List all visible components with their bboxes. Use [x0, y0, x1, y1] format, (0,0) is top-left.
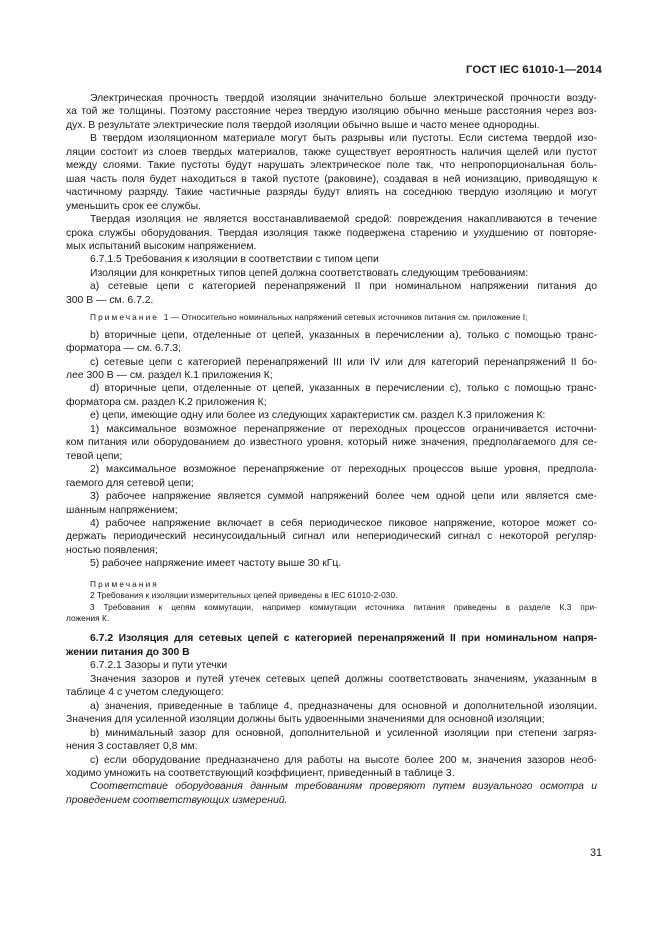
- note-1: [66, 312, 597, 323]
- document-body: [66, 92, 597, 807]
- paragraph-requirements-intro: Изоляции для конкретных типов цепей должна соответствовать следующим требованиям:: [90, 267, 529, 279]
- list-item-e-1: 1) максимальное возможное перенапряжение от переходных процессов ограничивается источни- ком питания или оборудованием до известного уровня, который ниже значения, предполагаемого для се- тевой цепи;: [66, 423, 597, 462]
- list-item-a: а) сетевые цепи с категорией перенапряжений II при номинальном напряжении питания до 300 В — см. 6.7.2.: [66, 281, 597, 306]
- section-heading-6-7-1-5: 6.7.1.5 Требования к изоляции в соответствии с типом цепи: [90, 254, 379, 266]
- note-3: 3 Требования к цепям коммутации, например коммутации источника питания приведены в разделе К.3 при-: [90, 601, 597, 612]
- list-item-e: е) цепи, имеющие одну или более из следующих характеристик см. раздел К.3 приложения К:: [90, 410, 546, 422]
- note-text: 1 — Относительно номинальных напряжений сетевых источников питания см. приложение I;: [163, 312, 528, 323]
- list-item-c: c) сетевые цепи с категорией перенапряжений III или IV или для категорий перенапряжений II бо- лее 300 В — см. раздел К.1 приложения К;: [66, 356, 597, 382]
- compliance-statement: Соответствие оборудования данным требованиям проверяют путем визуального осмотра и проведением соответствующих измерений.: [66, 781, 597, 806]
- paragraph-air-vs-solid: Электрическая прочность твердой изоляции значительно больше электрической прочности возду- ха той же толщины. Поэтому расстояние через твердую изоляцию обычно меньше расстояния через воз- дух. В результате электрические поля твердой изоляции обычно выше и часто менее однородны.: [66, 93, 597, 131]
- section-heading-6-7-2-1: 6.7.2.1 Зазоры и пути утечки: [90, 660, 228, 672]
- list-item-e-5: 5) рабочее напряжение имеет частоту выше 30 кГц.: [90, 558, 342, 570]
- list-item-b: b) вторичные цепи, отделенные от цепей, указанных в перечислении а), только с помощью транс- форматора — см. 6.7.3;: [66, 329, 597, 355]
- paragraph-clearances-intro: Значения зазоров и путей утечек сетевых цепей должны соответствовать значениям, указанным в таблице 4 с учетом следующего:: [66, 673, 597, 699]
- list-item-d: d) вторичные цепи, отделенные от цепей, указанных в перечислении c), только с помощью транс- форматора см. раздел К.2 приложения К;: [66, 383, 597, 408]
- clearance-item-c: c) если оборудование предназначено для работы на высоте более 200 м, значения зазоров необ- ходимо умножить на соответствующий коэффициент, приведенный в таблице 3.: [66, 754, 597, 779]
- list-item-e-4: 4) рабочее напряжение включает в себя периодическое пиковое напряжение, которое может со- держать периодический несинусоидальный сигнал или непериодический сигнал с некоторой регуляр- ностью появления;: [66, 518, 597, 556]
- page-number: 31: [589, 847, 602, 859]
- note-label: Примечание: [90, 312, 160, 323]
- notes-2-3: Примечания 2 Требования к изоляции измерительных цепей приведены в IEC 61010-2-030. 3 Требования к цепям коммутации, например коммутации источника питания приведены в разделе К.3 при- ложения К.: [66, 578, 597, 624]
- section-heading-6-7-2: 6.7.2 Изоляция для сетевых цепей с категорией перенапряжений II при номинальном напря- жении питания до 300 В: [66, 633, 597, 658]
- notes-label: Примечания: [90, 578, 159, 589]
- clearance-item-a: а) значения, приведенные в таблице 4, предназначены для основной и дополнительной изоляции. Значения для усиленной изоляции должны быть удвоенными значениями для основной изоляции;: [66, 700, 597, 726]
- paragraph-voids: В твердом изоляционном материале могут быть разрывы или пустоты. Если система твердой изо- ляции состоит из слоев твердых материалов, также существует вероятность наличия щелей или пустот между слоями. Такие пустоты будут нарушать электрическое поле так, что непропорциональная боль- шая часть поля будет находиться в такой пустоте (раковине), создавая в ней ионизацию, приводящую к частичному разряду. Такие частичные разряды будут влиять на соседнюю твердую изоляцию и могут уменьшить срок ее службы.: [66, 133, 597, 212]
- paragraph-non-restorable: Твердая изоляция не является восстанавливаемой средой: повреждения накапливаются в течение срока службы оборудования. Твердая изоляция также подвержена старению и ухудшению от повторяе- мых испытаний высоким напряжением.: [66, 214, 597, 252]
- document-header: ГОСТ IEC 61010-1—2014: [465, 64, 602, 76]
- note-2: 2 Требования к изоляции измерительных цепей приведены в IEC 61010-2-030.: [90, 590, 398, 601]
- list-item-e-2: 2) максимальное возможное перенапряжение от переходных процессов выше уровня, предпола- гаемого для сетевой цепи;: [66, 464, 597, 489]
- list-item-e-3: 3) рабочее напряжение является суммой напряжений более чем одной цепи или является сме- шанным напряжением;: [66, 491, 597, 516]
- clearance-item-b: b) минимальный зазор для основной, дополнительной и усиленной изоляции при степени загряз- нения 3 составляет 0,8 мм:: [66, 727, 597, 753]
